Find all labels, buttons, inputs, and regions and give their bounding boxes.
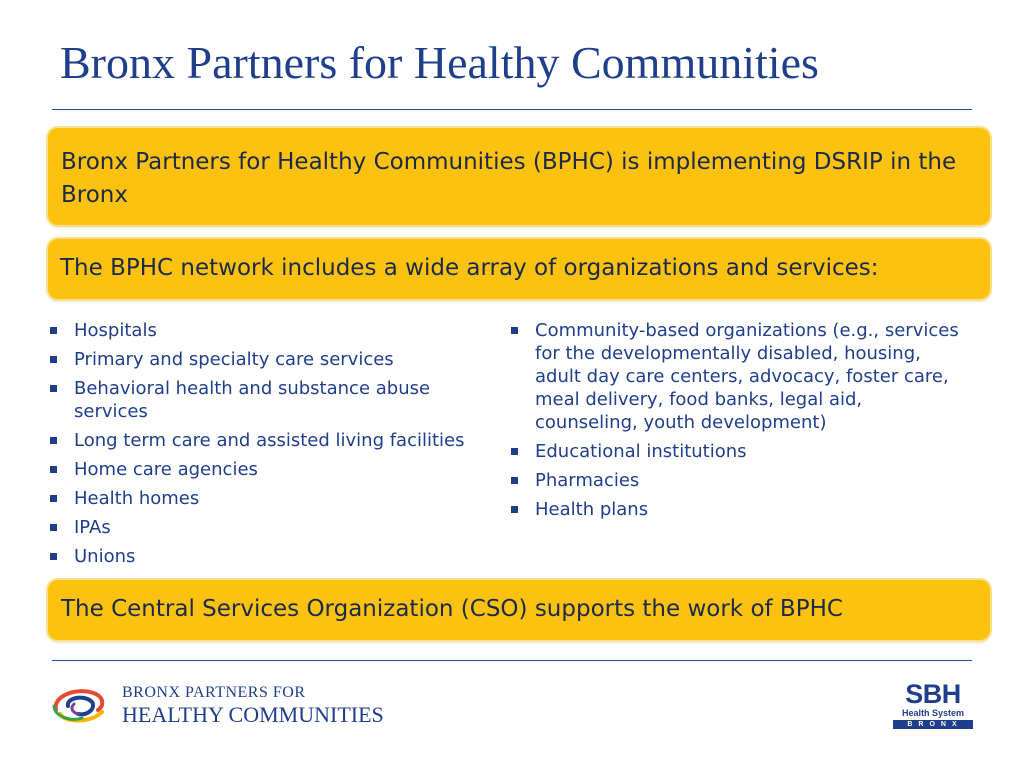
- list-item: Behavioral health and substance abuse services: [48, 377, 498, 423]
- list-item: Community-based organizations (e.g., services for the developmentally disabled, housing, adult day care centers, advocacy, foster care, meal delivery, food banks, legal aid, counseling, youth development): [509, 319, 964, 434]
- sbh-logo-bar: BRONX: [893, 720, 973, 729]
- square-bullet-icon: [511, 506, 518, 513]
- list-item: Hospitals: [48, 319, 498, 342]
- list-item: Health homes: [48, 487, 498, 510]
- top-divider: [52, 109, 972, 110]
- list-item: Unions: [48, 545, 498, 568]
- square-bullet-icon: [50, 385, 57, 392]
- sbh-logo-sub: Health System: [901, 708, 965, 718]
- square-bullet-icon: [511, 327, 518, 334]
- list-item: Long term care and assisted living facilities: [48, 429, 498, 452]
- square-bullet-icon: [50, 356, 57, 363]
- bottom-divider: [52, 660, 972, 661]
- list-item: Primary and specialty care services: [48, 348, 498, 371]
- list-item: Pharmacies: [509, 469, 964, 492]
- square-bullet-icon: [50, 437, 57, 444]
- square-bullet-icon: [50, 466, 57, 473]
- list-item: Home care agencies: [48, 458, 498, 481]
- network-banner: The BPHC network includes a wide array of organizations and services:: [48, 239, 990, 299]
- cso-banner: The Central Services Organization (CSO) supports the work of BPHC: [48, 580, 990, 640]
- list-item: Health plans: [509, 498, 964, 521]
- square-bullet-icon: [50, 524, 57, 531]
- swirl-logo-icon: [48, 684, 110, 726]
- square-bullet-icon: [50, 553, 57, 560]
- square-bullet-icon: [511, 448, 518, 455]
- square-bullet-icon: [50, 495, 57, 502]
- slide-title: Bronx Partners for Healthy Communities: [60, 37, 819, 88]
- square-bullet-icon: [511, 477, 518, 484]
- bphc-logo: [48, 680, 428, 730]
- square-bullet-icon: [50, 327, 57, 334]
- right-bullet-list: [509, 319, 964, 527]
- list-item: Educational institutions: [509, 440, 964, 463]
- sbh-logo: [893, 680, 973, 732]
- list-item: IPAs: [48, 516, 498, 539]
- intro-banner: Bronx Partners for Healthy Communities (BPHC) is implementing DSRIP in the Bronx: [48, 128, 990, 225]
- logo-text-line1: BRONX PARTNERS FOR: [122, 684, 306, 701]
- logo-text-line2: HEALTHY COMMUNITIES: [122, 702, 384, 727]
- sbh-logo-main: SBH: [905, 679, 961, 709]
- left-bullet-list: [48, 319, 498, 574]
